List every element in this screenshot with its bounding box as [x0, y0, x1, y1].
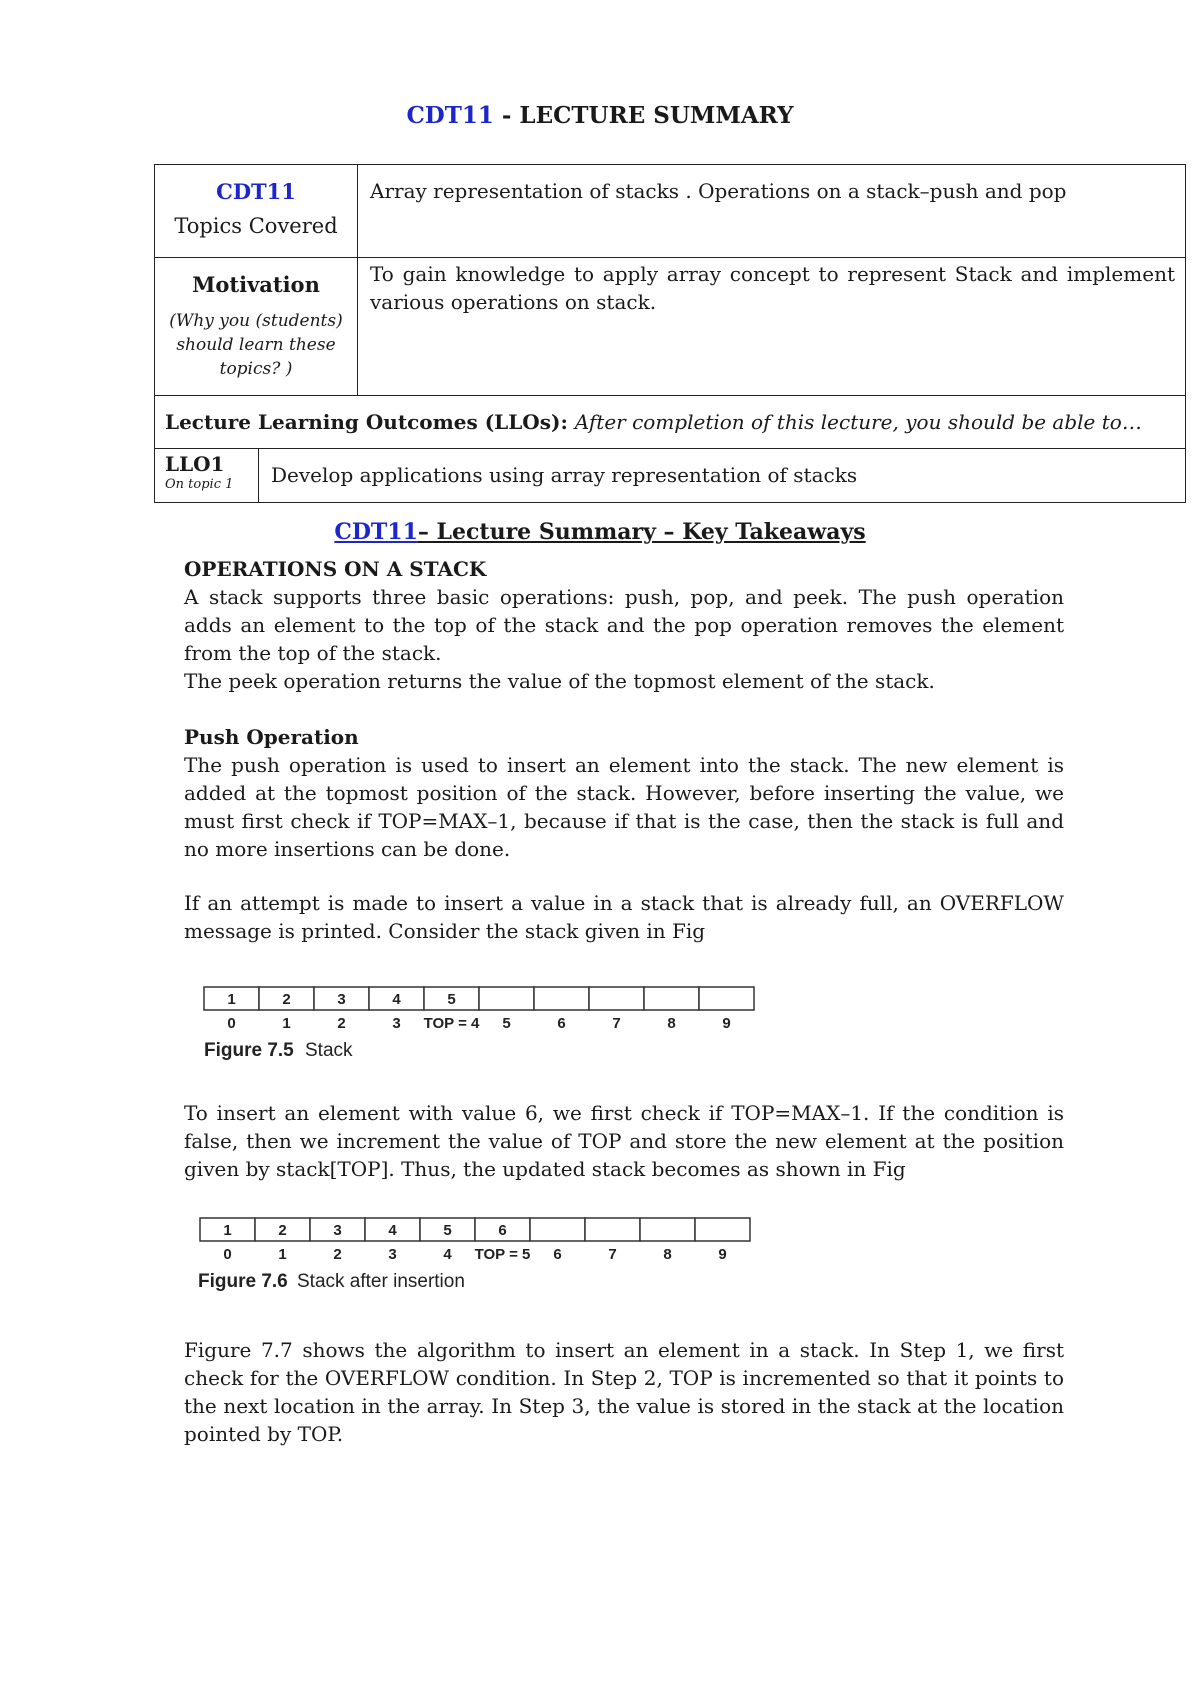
- stack-cell-value: 2: [278, 1222, 287, 1239]
- push-section: [184, 723, 1064, 863]
- stack-cell-value: 3: [337, 991, 346, 1008]
- stack-cell: [699, 987, 754, 1010]
- stack-index-label: 3: [388, 1246, 397, 1263]
- takeaways-text: – Lecture Summary – Key Takeaways: [417, 519, 866, 545]
- push-paragraph-2: If an attempt is made to insert a value in a stack that is already full, an OVERFLOW message is printed. Consider the stack given in Fig: [184, 891, 1064, 943]
- stack-top-label: TOP = 5: [474, 1246, 531, 1263]
- llo-code-cell: [155, 449, 259, 503]
- stack-cell-value: 1: [223, 1222, 232, 1239]
- stack-cell: [589, 987, 644, 1010]
- stack-cell-value: 4: [392, 991, 401, 1008]
- stack-index-label: 0: [227, 1015, 236, 1032]
- figure-7-5-diagram: [202, 985, 782, 1065]
- topics-label: Topics Covered: [174, 214, 338, 238]
- summary-table: [154, 164, 1186, 503]
- stack-index-label: 7: [608, 1246, 617, 1263]
- figure-7-6: [198, 1216, 778, 1296]
- llo-text: Develop applications using array representation of stacks: [259, 449, 1186, 503]
- motivation-text: To gain knowledge to apply array concept to represent Stack and implement various operations on stack.: [358, 258, 1186, 396]
- stack-cell-value: 5: [443, 1222, 452, 1239]
- operations-paragraph-1: A stack supports three basic operations: push, pop, and peek. The push operation adds an element to the top of the stack and the pop operation removes the element from the top of the stack.: [184, 585, 1064, 665]
- push-paragraph-2-block: [184, 889, 1064, 945]
- llo-header: [155, 396, 1186, 449]
- stack-cell: [585, 1218, 640, 1241]
- motivation-question: (Why you (students) should learn these topics? ): [169, 311, 343, 379]
- topics-code: CDT11: [216, 179, 296, 204]
- stack-index-label: 1: [282, 1015, 291, 1032]
- figure-7-5-caption: Stack: [305, 1040, 353, 1061]
- stack-cell-value: 5: [447, 991, 456, 1008]
- operations-section: [184, 555, 1064, 695]
- topics-cell: [155, 165, 358, 258]
- stack-index-label: 6: [553, 1246, 562, 1263]
- push-paragraph-1: The push operation is used to insert an element into the stack. The new element is added at the topmost position of the stack. However, before inserting the value, we must first check if TOP=MAX–1, because if that is the case, then the stack is full and no more insertions can be done.: [184, 753, 1064, 861]
- llo-code: LLO1: [165, 452, 225, 476]
- operations-heading: OPERATIONS ON A STACK: [184, 557, 487, 581]
- figure-7-6-diagram: [198, 1216, 778, 1296]
- figure-7-6-number: Figure 7.6: [198, 1271, 288, 1292]
- stack-index-label: 4: [443, 1246, 452, 1263]
- figure-7-6-caption: Stack after insertion: [297, 1271, 465, 1292]
- push-paragraph-4: Figure 7.7 shows the algorithm to insert an element in a stack. In Step 1, we first check for the OVERFLOW condition. In Step 2, TOP is incremented so that it points to the next location in the array. In Step 3, the value is stored in the stack at the location pointed by TOP.: [184, 1338, 1064, 1446]
- stack-top-label: TOP = 4: [423, 1015, 480, 1032]
- llo-topic: On topic 1: [165, 477, 234, 492]
- topics-description: Array representation of stacks . Operations on a stack–push and pop: [358, 165, 1186, 258]
- stack-cell-value: 4: [388, 1222, 397, 1239]
- motivation-label: Motivation: [192, 272, 320, 297]
- stack-cell: [640, 1218, 695, 1241]
- stack-index-label: 2: [337, 1015, 346, 1032]
- stack-index-label: 8: [663, 1246, 672, 1263]
- stack-index-label: 9: [718, 1246, 727, 1263]
- page-title-text: - LECTURE SUMMARY: [493, 102, 794, 129]
- stack-index-label: 0: [223, 1246, 232, 1263]
- takeaways-title: [0, 519, 1200, 545]
- stack-index-label: 9: [722, 1015, 731, 1032]
- stack-index-label: 1: [278, 1246, 287, 1263]
- page-title-code: CDT11: [406, 102, 494, 129]
- operations-paragraph-2: The peek operation returns the value of the topmost element of the stack.: [184, 669, 935, 693]
- stack-index-label: 5: [502, 1015, 511, 1032]
- push-paragraph-4-block: [184, 1336, 1064, 1448]
- stack-cell: [695, 1218, 750, 1241]
- push-heading: Push Operation: [184, 725, 359, 749]
- stack-cell: [644, 987, 699, 1010]
- stack-index-label: 3: [392, 1015, 401, 1032]
- stack-cell-value: 6: [498, 1222, 507, 1239]
- llo-header-label: Lecture Learning Outcomes (LLOs):: [165, 410, 575, 434]
- stack-cell: [530, 1218, 585, 1241]
- llo-header-note: After completion of this lecture, you should be able to…: [574, 410, 1142, 434]
- stack-cell-value: 2: [282, 991, 291, 1008]
- page-title: [0, 102, 1200, 129]
- takeaways-code: CDT11: [334, 519, 418, 545]
- stack-index-label: 6: [557, 1015, 566, 1032]
- figure-7-5-number: Figure 7.5: [204, 1040, 294, 1061]
- stack-cell-value: 1: [227, 991, 236, 1008]
- stack-cell: [479, 987, 534, 1010]
- figure-7-5: [202, 985, 782, 1065]
- stack-cell-value: 3: [333, 1222, 342, 1239]
- push-paragraph-3-block: [184, 1099, 1064, 1183]
- stack-cell: [534, 987, 589, 1010]
- motivation-cell: [155, 258, 358, 396]
- stack-index-label: 7: [612, 1015, 621, 1032]
- push-paragraph-3: To insert an element with value 6, we first check if TOP=MAX–1. If the condition is false, then we increment the value of TOP and store the new element at the position given by stack[TOP]. Thus, the updated stack becomes as shown in Fig: [184, 1101, 1064, 1181]
- stack-index-label: 8: [667, 1015, 676, 1032]
- stack-index-label: 2: [333, 1246, 342, 1263]
